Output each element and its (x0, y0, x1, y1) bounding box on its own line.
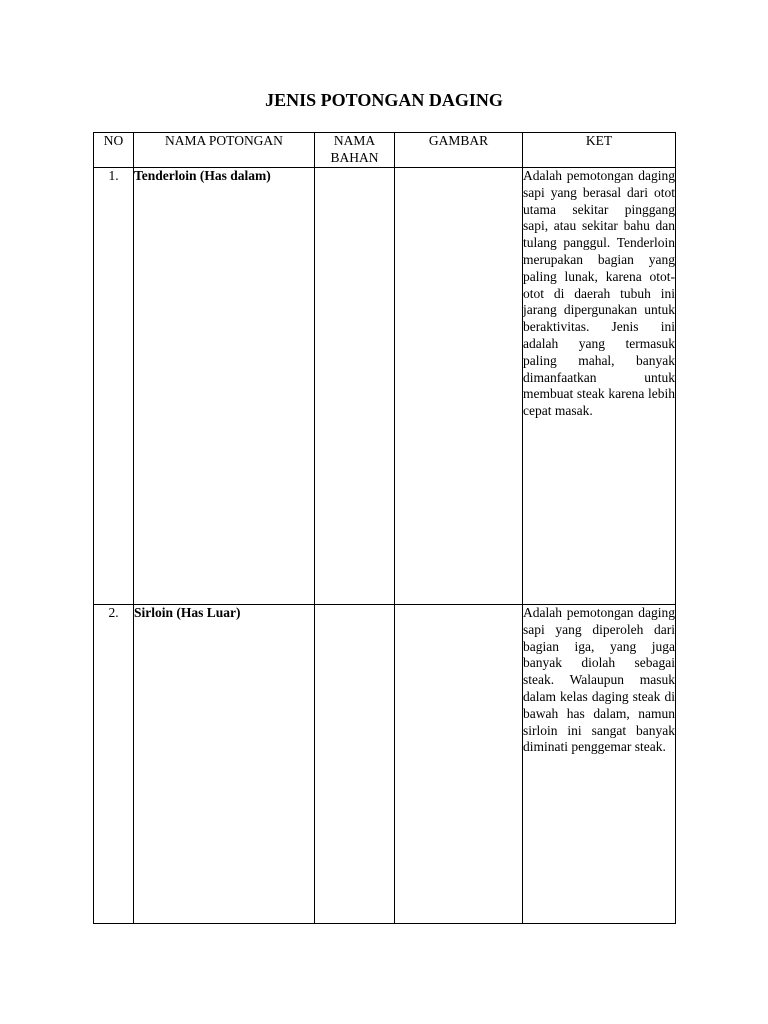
picture-cell (395, 605, 523, 924)
table-row (94, 168, 676, 605)
page-title: JENIS POTONGAN DAGING (265, 90, 503, 110)
header-ket: KET (523, 133, 676, 168)
table-header-row (94, 133, 676, 168)
row-number: 2. (94, 605, 134, 924)
table-row (94, 605, 676, 924)
picture-cell (395, 168, 523, 605)
cut-name: Tenderloin (Has dalam) (134, 168, 315, 605)
header-nama-potongan: NAMA POTONGAN (134, 133, 315, 168)
description-text: Adalah pemotongan daging sapi yang diperoleh dari bagian iga, yang juga banyak diolah sebagai steak. Walaupun masuk dalam kelas daging steak di bawah has dalam, namun sirloin ini sangat banyak diminati penggemar steak. (523, 605, 675, 755)
cut-name: Sirloin (Has Luar) (134, 605, 315, 924)
header-nama-bahan: NAMA BAHAN (315, 133, 395, 168)
ingredient-name-cell (315, 168, 395, 605)
ingredient-name-cell (315, 605, 395, 924)
header-no: NO (94, 133, 134, 168)
description-cell (523, 605, 676, 924)
row-number: 1. (94, 168, 134, 605)
meat-cuts-table (93, 132, 676, 924)
header-gambar: GAMBAR (395, 133, 523, 168)
description-cell (523, 168, 676, 605)
description-text: Adalah pemotongan daging sapi yang berasal dari otot utama sekitar pinggang sapi, atau sekitar bahu dan tulang panggul. Tenderloin merupakan bagian yang paling lunak, karena otot-otot di daerah tubuh ini jarang dipergunakan untuk beraktivitas. Jenis ini adalah yang termasuk paling mahal, banyak dimanfaatkan untuk membuat steak karena lebih cepat masak. (523, 168, 675, 419)
